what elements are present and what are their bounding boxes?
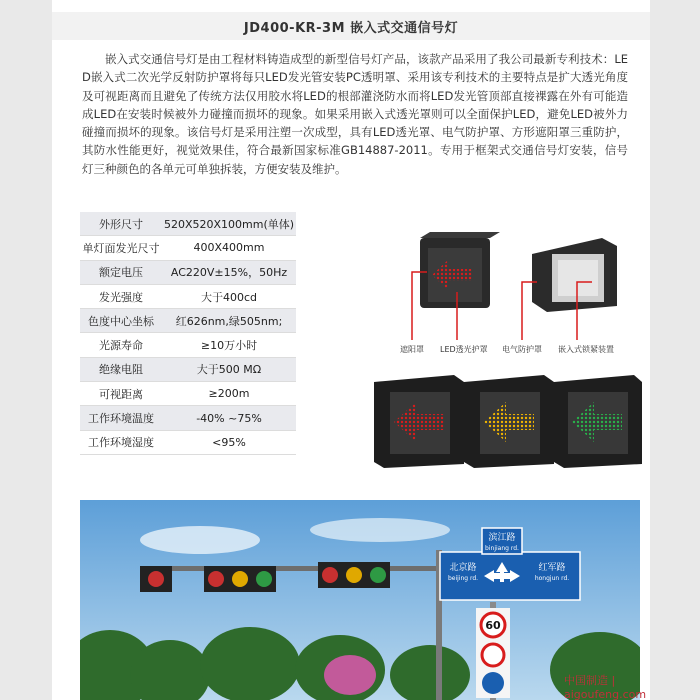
table-row: [80, 357, 296, 381]
spec-value: 520X520X100mm(单体): [162, 212, 296, 236]
spec-label: 绝缘电阻: [80, 357, 162, 381]
spec-value: <95%: [162, 430, 296, 454]
callout-label: 遮阳罩: [400, 345, 424, 354]
spec-value: AC220V±15%，50Hz: [162, 260, 296, 284]
spec-label: 发光强度: [80, 284, 162, 308]
front-unit-image: [420, 232, 500, 308]
callout-label: LED透光护罩: [440, 345, 488, 354]
page-title: JD400-KR-3M 嵌入式交通信号灯: [243, 20, 459, 36]
table-row: [80, 284, 296, 308]
product-page: [52, 0, 650, 700]
speed-limit-sign: [476, 602, 510, 700]
table-row: [80, 430, 296, 454]
watermark: [564, 672, 650, 700]
spec-value: 大于400cd: [162, 284, 296, 308]
three-color-unit-image: [372, 372, 642, 472]
spec-value: ≥200m: [162, 382, 296, 406]
spec-label: 单灯面发光尺寸: [80, 236, 162, 260]
spec-label: 光源寿命: [80, 333, 162, 357]
spec-value: ≥10万小时: [162, 333, 296, 357]
table-row: [80, 260, 296, 284]
sign-top-en: binjiang rd.: [485, 545, 519, 552]
table-row: [80, 333, 296, 357]
sign-left-cn: 北京路: [449, 563, 477, 573]
spec-label: 外形尺寸: [80, 212, 162, 236]
spec-value: 大于500 MΩ: [162, 357, 296, 381]
sign-top-cn: 滨江路: [488, 533, 516, 543]
table-row: [80, 382, 296, 406]
rear-unit-image: [532, 238, 617, 312]
table-row: [80, 309, 296, 333]
sign-left-en: beijing rd.: [447, 575, 479, 582]
watermark-text: 中国制造 | aigoufeng.com: [564, 674, 647, 700]
signal-light-diagram: [372, 232, 642, 472]
spec-label: 工作环境湿度: [80, 430, 162, 454]
table-row: [80, 406, 296, 430]
spec-value: 400X400mm: [162, 236, 296, 260]
product-description: 嵌入式交通信号灯是由工程材料铸造成型的新型信号灯产品，该款产品采用了我公司最新专利技术：LED嵌入式二次光学反射防护罩将每只LED发光管安装PC透明罩、采用该专利技术的主要特点是扩大透光角度及可视距离而且避免了传统方法仅用胶水将LED的根部灌浇防水而将LED发光管顶部直接裸露在外有可能造成LED在安装时候被外力碰撞而损坏的现象。如果采用嵌入式透光罩则可以全面保护LED，避免LED被外力碰撞而损坏的现象。该信号灯是采用注塑一次成型，具有LED透光罩、电气防护罩、方形遮阳罩三重防护，其防水性能更好，视觉效果佳，符合最新国家标准GB14887-2011。专用于框架式交通信号灯安装，信号灯三种颜色的各单元可单独拆装，方便安装及维护。: [82, 52, 628, 176]
spec-label: 色度中心坐标: [80, 309, 162, 333]
street-scene-image: [80, 500, 640, 700]
spec-table: [80, 212, 296, 455]
callout-label: 嵌入式锁紧装置: [558, 345, 614, 354]
speed-limit-value: 60: [485, 619, 501, 632]
callout-label: 电气防护罩: [502, 345, 542, 354]
spec-label: 工作环境温度: [80, 406, 162, 430]
table-row: [80, 212, 296, 236]
spec-label: 额定电压: [80, 260, 162, 284]
spec-value: 红626nm,绿505nm;: [162, 309, 296, 333]
title-bar: [52, 12, 650, 40]
sign-right-cn: 红军路: [538, 563, 566, 573]
spec-value: -40% ~75%: [162, 406, 296, 430]
sign-right-en: hongjun rd.: [534, 575, 570, 582]
table-row: [80, 236, 296, 260]
spec-label: 可视距离: [80, 382, 162, 406]
